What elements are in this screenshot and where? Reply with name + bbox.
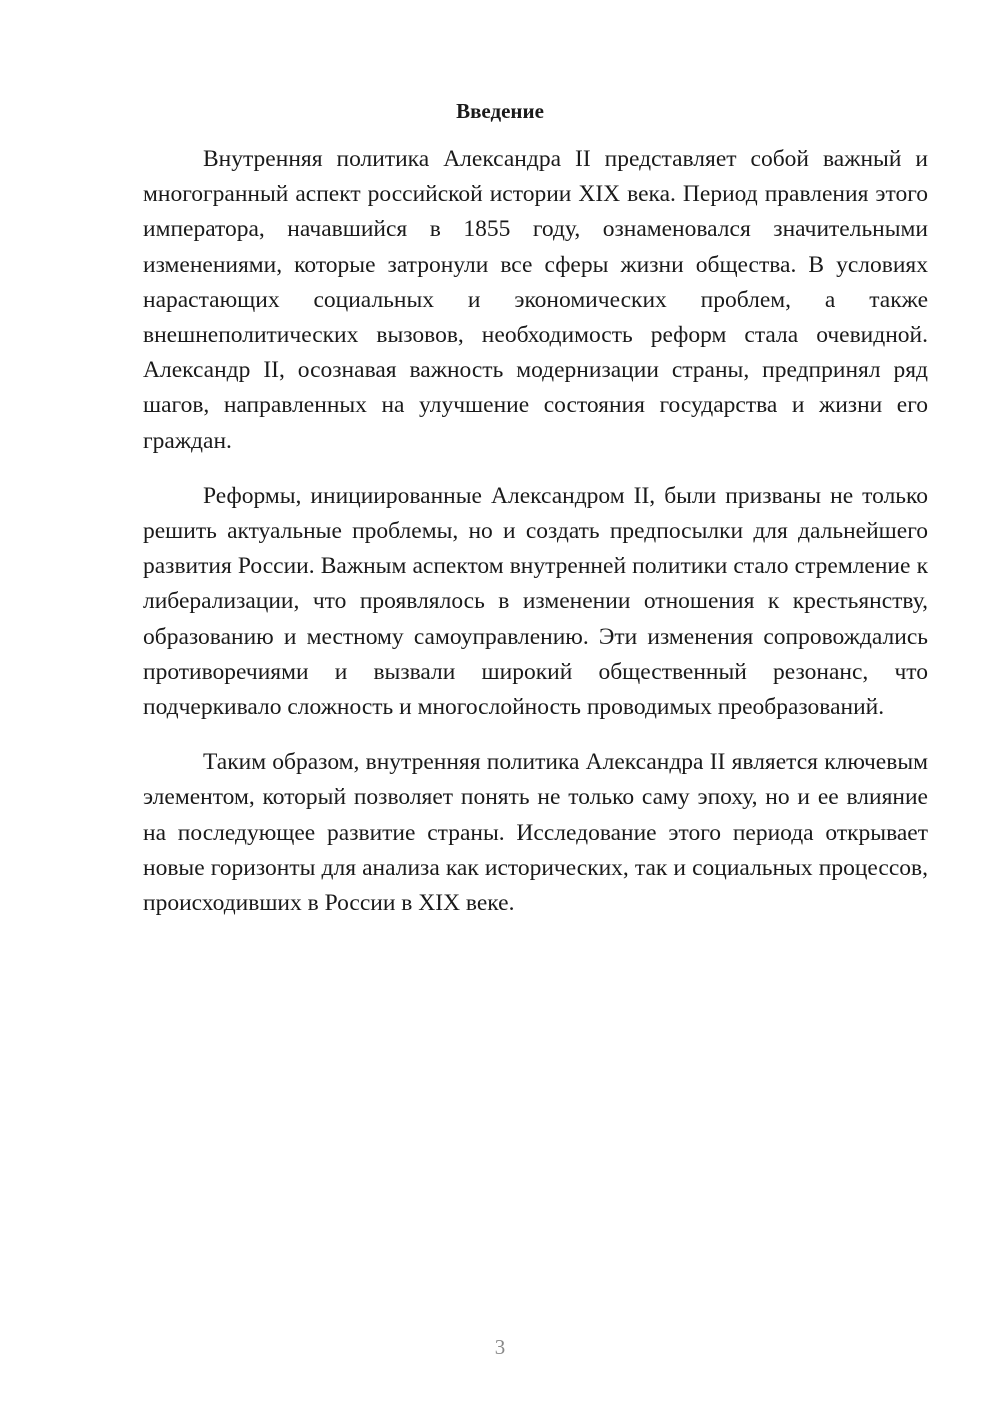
paragraph-2: Реформы, инициированные Александром II, были призваны не только решить актуальные проблемы, но и создать предпосылки для дальнейшего развития России. Важным аспектом внутренней политики стало стремление к либерализации, что проявлялось в изменении отношения к крестьянству, образованию и местному самоуправлению. Эти изменения сопровождались противоречиями и вызвали широкий общественный резонанс, что подчеркивало сложность и многослойность проводимых преобразований. [143,482,928,721]
paragraph-1: Внутренняя политика Александра II представляет собой важный и многогранный аспект российской истории XIX века. Период правления этого императора, начавшийся в 1855 году, ознаменовался значительными изменениями, которые затронули все сферы жизни общества. В условиях нарастающих социальных и экономических проблем, а также внешнеполитических вызовов, необходимость реформ стала очевидной. Александр II, осознавая важность модернизации страны, предпринял ряд шагов, направленных на улучшение состояния государства и жизни его граждан. [143,146,928,454]
page-number: 3 [494,1335,506,1359]
section-heading: Введение [456,99,544,123]
body-text [143,142,928,921]
paragraph-3: Таким образом, внутренняя политика Александра II является ключевым элементом, который позволяет понять не только саму эпоху, но и ее влияние на последующее развитие страны. Исследование этого периода открывает новые горизонты для анализа как исторических, так и социальных процессов, происходивших в России в XIX веке. [143,749,928,917]
